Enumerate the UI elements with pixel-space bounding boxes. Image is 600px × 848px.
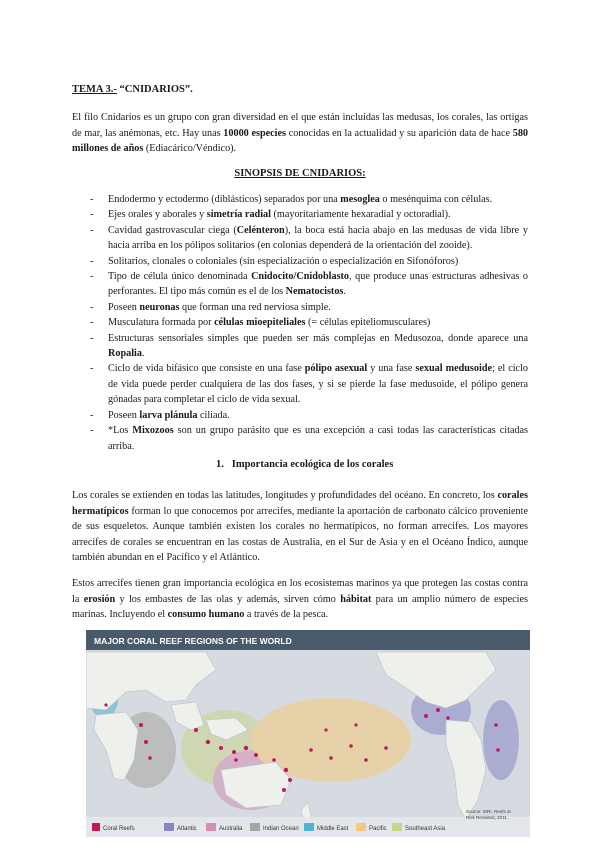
intro-text-2: conocidas en la actualidad y su aparición data de hace	[285, 127, 513, 139]
list-item: - Poseen larva plánula ciliada.	[90, 408, 528, 423]
list-item: - Ejes orales y aborales y simetría radial (mayoritariamente hexaradial y octoradial).	[90, 207, 528, 222]
section-title: Importancia ecológica de los corales	[231, 459, 394, 470]
list-item: - Endodermo y ectodermo (diblásticos) separados por una mesoglea o mesénquima con células.	[90, 192, 528, 207]
legend-swatch-southeast-asia	[392, 823, 402, 831]
legend-label-reefs: Coral Reefs	[103, 826, 135, 832]
legend-label-australia: Australia	[219, 826, 243, 832]
list-item: - Solitarios, clonales o coloniales (sin especialización o especialización en Sifonóforos)	[90, 254, 528, 269]
bold-habitat: hábitat	[340, 593, 372, 605]
bold-consumo: consumo humano	[167, 609, 245, 621]
intro-text-3: (Ediacárico/Véndico).	[143, 143, 237, 155]
bold-hermatipicos: corales hermatípicos	[72, 490, 528, 517]
legend-swatch-atlantic	[164, 823, 174, 831]
map-source-line-1: Source: WRI, Reefs at	[466, 809, 511, 814]
legend-label-atlantic: Atlantic	[177, 826, 197, 832]
corals-paragraph: Los corales se extienden en todas las latitudes, longitudes y profundidades del océano. En concreto, los corales hermatípicos forman lo que conocemos por arrecifes, mediante la aportación de carbonato cálcico proveniente de sus esqueletos. Aunque también existen los corales no hermatípicos, no forman arrecifes. Los mayores arrecifes de corales se encuentran en las costas de Australia, en el Sur de Asia y en el Océano Índico, aunque también abundan en el Pacífico y el Atlántico.	[72, 490, 528, 564]
legend-swatch-indian-ocean	[250, 823, 260, 831]
list-item: - Musculatura formada por células mioepiteliales (= células epiteliomusculares)	[90, 315, 528, 330]
intro-bold-species: 10000 especies	[223, 127, 286, 139]
intro-bold-age: 580 millones de años	[72, 127, 529, 155]
page-title	[72, 84, 193, 95]
title-label: TEMA 3.-	[72, 84, 117, 95]
legend-label-southeast-asia: Southeast Asia	[405, 826, 446, 832]
importance-paragraph: Estos arrecifes tienen gran importancia ecológica en los ecosistemas marinos ya que protegen las costas contra la erosión y los embastes de las olas y además, sirven cómo hábitat para un amplio número de especies marinas. Incluyendo el consumo humano a través de la pesca.	[72, 578, 528, 621]
map-title: MAJOR CORAL REEF REGIONS OF THE WORLD	[94, 636, 292, 646]
map-source-line-2: Risk Revisited, 2011.	[466, 815, 508, 820]
intro-paragraph	[72, 110, 528, 157]
list-item: - Tipo de célula único denominada Cnidocito/Cnidoblasto, que produce unas estructuras adhesivas o perforantes. El tipo más común es el de los Nematocistos.	[90, 269, 528, 300]
title-name: “CNIDARIOS”.	[119, 84, 193, 95]
bold-erosion: erosión	[83, 593, 116, 605]
legend-swatch-reefs	[92, 823, 100, 831]
legend-swatch-australia	[206, 823, 216, 831]
legend-label-pacific: Pacific	[369, 826, 387, 832]
section-heading	[216, 459, 393, 470]
legend-label-indian-ocean: Indian Ocean	[263, 826, 299, 832]
section-number: 1.	[216, 459, 224, 470]
sinopsis-list	[90, 192, 528, 454]
list-item: - Estructuras sensoriales simples que pueden ser más complejas en Medusozoa, donde aparece una Ropalia.	[90, 331, 528, 362]
list-item: - Ciclo de vida bifásico que consiste en una fase pólipo asexual y una fase sexual medusoide; el ciclo de vida puede perder cualquiera de las dos fases, y si se pierde la fase medusoide, el pólipo genera gónadas para completar el ciclo de vida sexual.	[90, 361, 528, 407]
list-item: - *Los Mixozoos son un grupo parásito que es una excepción a casi todas las características citadas arriba.	[90, 423, 528, 454]
intro-text-1: El filo Cnidarios es un grupo con gran diversidad en el que están incluidas las medusas, los corales, las ortigas de mar, las anémonas, etc. Hay unas	[72, 112, 528, 139]
legend-swatch-middle-east	[304, 823, 314, 831]
sinopsis-heading: SINOPSIS DE CNIDARIOS:	[234, 168, 366, 179]
legend-swatch-pacific	[356, 823, 366, 831]
list-item: - Poseen neuronas que forman una red nerviosa simple.	[90, 300, 528, 315]
legend-label-middle-east: Middle East	[317, 826, 349, 832]
list-item: - Cavidad gastrovascular ciega (Celénteron), la boca está hacia abajo en las medusas de vida libre y hacia arriba en los pólipos solitarios (en colonias dependerá de la orientación del zooide).	[90, 223, 528, 254]
coral-reef-map	[86, 630, 530, 837]
